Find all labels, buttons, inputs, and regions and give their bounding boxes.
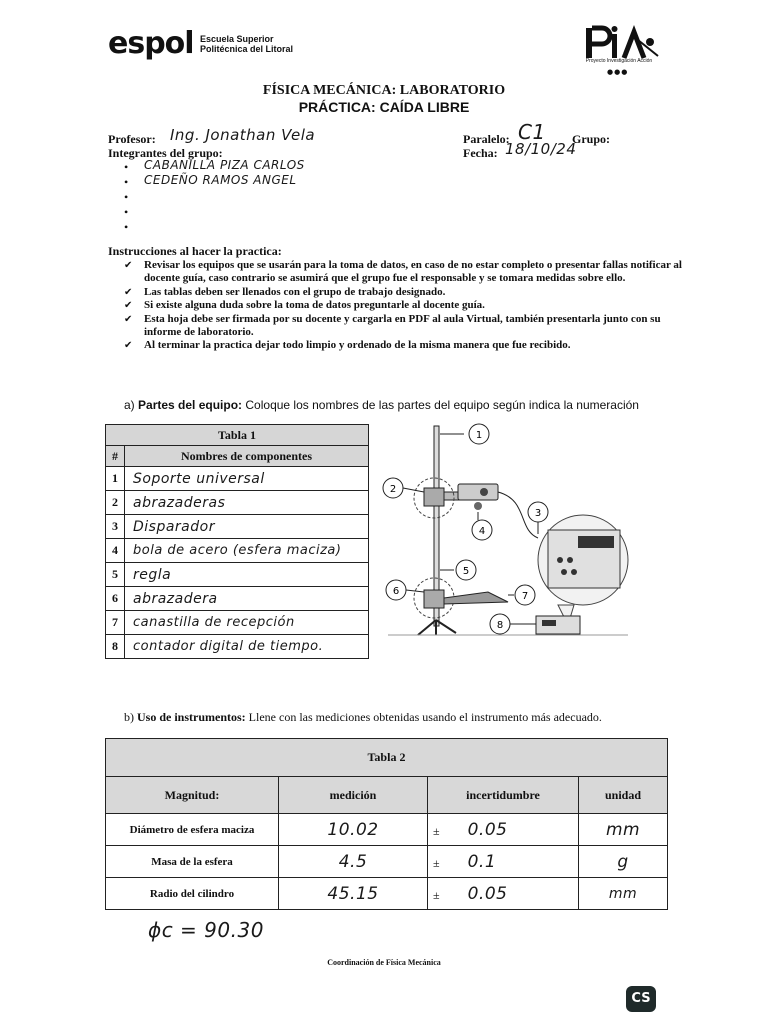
handwritten-note: ϕc = 90.30 <box>148 918 264 942</box>
fecha-value: 18/10/24 <box>505 140 577 158</box>
svg-text:7: 7 <box>521 591 529 602</box>
col-medicion: medición <box>279 777 428 814</box>
member-item <box>110 220 293 235</box>
label-7 <box>508 585 535 605</box>
upper-clamp <box>424 488 444 506</box>
tabla-1-caption: Tabla 1 <box>106 425 369 446</box>
member-item: • CEDEÑO RAMOS ANGEL <box>110 175 293 190</box>
launcher <box>458 484 498 500</box>
grupo-label: Grupo: <box>572 132 611 146</box>
paralelo-label: Paralelo: <box>463 132 510 146</box>
svg-text:1: 1 <box>475 430 483 441</box>
table-row: 2 abrazaderas <box>106 491 369 515</box>
table-row: Radio del cilindro 45.15 ± 0.05 mm <box>106 878 668 910</box>
col-unidad: unidad <box>579 777 668 814</box>
section-a-title: Partes del equipo: <box>138 398 243 412</box>
instruction-item: ✔ Esta hoja debe ser firmada por su docente y cargarla en PDF al aula Virtual, también presentarla junto con su informe de laboratorio. <box>122 313 682 340</box>
camscanner-badge: CS <box>626 986 656 1012</box>
equipment-diagram <box>378 420 648 655</box>
svg-text:6: 6 <box>392 586 400 597</box>
label-5 <box>440 560 476 580</box>
pia-logo-text: PIA <box>622 54 624 55</box>
table-row: 4 bola de acero (esfera maciza) <box>106 539 369 563</box>
label-2 <box>383 478 424 498</box>
label-4 <box>472 512 492 540</box>
table-row: Diámetro de esfera maciza 10.02 ± 0.05 mm <box>106 814 668 846</box>
label-6 <box>386 580 424 600</box>
footer: Coordinación de Física Mecánica <box>327 958 441 967</box>
table-row: 6 abrazadera <box>106 587 369 611</box>
section-b-heading <box>124 710 602 725</box>
table-row: 8 contador digital de tiempo. <box>106 635 369 659</box>
col-incertidumbre: incertidumbre <box>428 777 579 814</box>
espol-subtitle-line2: Politécnica del Litoral <box>200 44 294 54</box>
member-item: • CABANILLA PIZA CARLOS <box>110 160 293 175</box>
social-icons: ●●● <box>607 68 629 76</box>
stand-base <box>418 620 456 635</box>
svg-text:5: 5 <box>462 566 470 577</box>
paralelo-value: C1 <box>518 120 546 144</box>
practice-title: PRÁCTICA: CAÍDA LIBRE <box>298 99 470 115</box>
table-row: 3 Disparador <box>106 515 369 539</box>
document-title: FÍSICA MECÁNICA: LABORATORIO <box>262 83 506 98</box>
section-b-prefix: b) <box>124 710 134 724</box>
steel-ball <box>474 502 482 510</box>
table-row: Masa de la esfera 4.5 ± 0.1 g <box>106 846 668 878</box>
label-3 <box>528 502 548 534</box>
section-b-title: Uso de instrumentos: <box>137 710 246 724</box>
lower-clamp <box>424 590 444 608</box>
table-row: 1 Soporte universal <box>106 467 369 491</box>
espol-logo: espol <box>108 26 194 61</box>
svg-text:4: 4 <box>478 526 486 537</box>
tabla-2-caption: Tabla 2 <box>106 739 668 777</box>
pia-subtitle: Proyecto Investigación Acción <box>585 58 653 64</box>
section-a-prefix: a) <box>124 398 135 412</box>
section-a-text: Coloque los nombres de las partes del equipo según indica la numeración <box>245 398 639 412</box>
instruction-item: ✔ Las tablas deben ser llenados con el grupo de trabajo designado. <box>122 286 682 299</box>
tabla-1-col-name: Nombres de componentes <box>125 446 369 467</box>
instruction-item: ✔ Revisar los equipos que se usarán para la toma de datos, en caso de no estar completo o presentar fallas notificar al docente guía, caso contrario se asumirá que el grupo fue el responsable y se tomara medidas sobre ello. <box>122 259 682 286</box>
instruction-item: ✔ Si existe alguna duda sobre la toma de datos preguntarle al docente guía. <box>122 299 682 312</box>
label-8 <box>490 614 536 634</box>
tabla-1-col-num: # <box>106 446 125 467</box>
col-magnitud: Magnitud: <box>106 777 279 814</box>
espol-subtitle-line1: Escuela Superior <box>200 34 274 44</box>
profesor-value: Ing. Jonathan Vela <box>170 126 316 144</box>
members-list <box>110 158 305 235</box>
instructions-title: Instrucciones al hacer la practica: <box>108 244 282 258</box>
member-item <box>110 205 293 220</box>
fecha-label: Fecha: <box>463 146 498 160</box>
tabla-1 <box>105 424 369 659</box>
instruction-item: ✔ Al terminar la practica dejar todo limpio y ordenado de la misma manera que fue recibido. <box>122 339 682 352</box>
section-b-text: Llene con las mediciones obtenidas usando el instrumento más adecuado. <box>248 710 602 724</box>
svg-text:8: 8 <box>496 620 504 631</box>
profesor-label: Profesor: <box>108 132 156 146</box>
svg-text:2: 2 <box>389 484 397 495</box>
table-row: 7 canastilla de recepción <box>106 611 369 635</box>
svg-text:3: 3 <box>534 508 542 519</box>
section-a-heading <box>124 398 639 412</box>
tabla-2 <box>105 738 668 910</box>
espol-logo-subtitle <box>200 34 293 54</box>
label-1 <box>440 424 489 444</box>
integrantes-label: Integrantes del grupo: <box>108 146 223 160</box>
member-item <box>110 190 293 205</box>
table-row: 5 regla <box>106 563 369 587</box>
instructions-list <box>122 259 682 353</box>
